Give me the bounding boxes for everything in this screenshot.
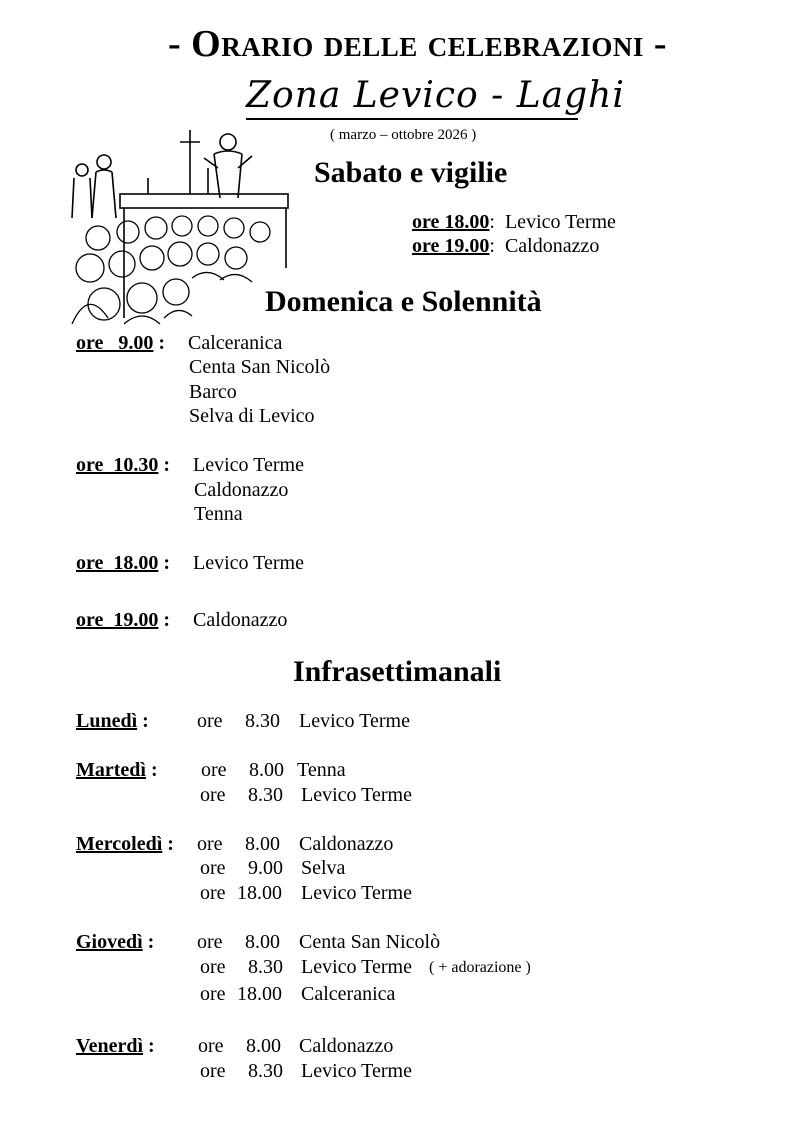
separator: : bbox=[158, 332, 166, 354]
saturday-row bbox=[412, 235, 599, 258]
time-label: ore 18.00 bbox=[76, 552, 159, 574]
time-label: ore 10.30 bbox=[76, 454, 159, 476]
separator: : bbox=[148, 1035, 155, 1057]
separator: : bbox=[489, 211, 495, 233]
mass-place: Levico Terme bbox=[299, 710, 410, 732]
mass-time: 8.30 bbox=[245, 710, 280, 732]
saturday-row bbox=[412, 211, 616, 234]
sunday-heading: Domenica e Solennità bbox=[265, 285, 542, 318]
ore-label: ore bbox=[200, 1060, 226, 1082]
sunday-place: Centa San Nicolò bbox=[189, 356, 331, 378]
mass-place: Centa San Nicolò bbox=[299, 931, 441, 953]
separator: : bbox=[147, 931, 155, 953]
ore-label: ore bbox=[200, 857, 226, 879]
mass-time: 8.30 bbox=[248, 1060, 283, 1082]
mass-place: Calceranica bbox=[301, 983, 396, 1005]
sunday-time bbox=[76, 609, 170, 632]
mass-place: Levico Terme bbox=[301, 882, 412, 904]
day-name: Venerdì bbox=[76, 1035, 144, 1057]
mass-time: 18.00 bbox=[237, 882, 282, 904]
mass-time: 8.00 bbox=[249, 759, 284, 781]
sunday-time bbox=[76, 332, 165, 355]
mass-time: 8.30 bbox=[248, 784, 283, 806]
ore-label: ore bbox=[200, 956, 226, 978]
mass-time: 8.00 bbox=[246, 1035, 281, 1057]
ore-label: ore bbox=[200, 784, 226, 806]
separator: : bbox=[163, 454, 171, 476]
mass-time: 8.00 bbox=[245, 833, 280, 855]
mass-time: 8.30 bbox=[248, 956, 283, 978]
sunday-time bbox=[76, 552, 170, 575]
time-label: ore 9.00 bbox=[76, 332, 154, 354]
mass-place: Tenna bbox=[297, 759, 346, 781]
ore-label: ore bbox=[197, 833, 223, 855]
separator: : bbox=[163, 609, 171, 631]
sunday-place: Calceranica bbox=[188, 332, 283, 354]
ore-label: ore bbox=[201, 759, 227, 781]
mass-place: Levico Terme bbox=[301, 1060, 412, 1082]
page-title: - Orario delle celebrazioni - bbox=[168, 23, 667, 65]
adoration-note: ( + adorazione ) bbox=[429, 959, 531, 976]
saturday-place: Levico Terme bbox=[504, 211, 616, 233]
separator: : bbox=[489, 235, 495, 257]
day-name: Martedì bbox=[76, 759, 146, 781]
period-note: ( marzo – ottobre 2026 ) bbox=[330, 127, 477, 143]
time-label: ore 19.00 bbox=[76, 609, 159, 631]
saturday-time: ore 18.00 bbox=[412, 211, 490, 233]
weekday-label bbox=[76, 931, 154, 954]
ore-label: ore bbox=[197, 931, 223, 953]
sunday-place: Selva di Levico bbox=[189, 405, 315, 427]
mass-time: 18.00 bbox=[237, 983, 282, 1005]
separator: : bbox=[163, 552, 171, 574]
sunday-place: Caldonazzo bbox=[193, 609, 288, 631]
sunday-place: Caldonazzo bbox=[194, 479, 289, 501]
sunday-place: Tenna bbox=[194, 503, 243, 525]
mass-time: 9.00 bbox=[248, 857, 283, 879]
sunday-place: Levico Terme bbox=[193, 454, 304, 476]
day-name: Lunedì bbox=[76, 710, 138, 732]
mass-congregation-illustration bbox=[68, 128, 296, 328]
mass-place: Selva bbox=[301, 857, 346, 879]
day-name: Giovedì bbox=[76, 931, 143, 953]
sunday-place: Barco bbox=[189, 381, 237, 403]
mass-place: Levico Terme bbox=[301, 784, 412, 806]
ore-label: ore bbox=[200, 882, 226, 904]
day-name: Mercoledì bbox=[76, 833, 163, 855]
sunday-time bbox=[76, 454, 170, 477]
saturday-time: ore 19.00 bbox=[412, 235, 490, 257]
ore-label: ore bbox=[198, 1035, 224, 1057]
separator: : bbox=[167, 833, 174, 855]
mass-place: Caldonazzo bbox=[299, 833, 394, 855]
zone-subtitle: Zona Levico - Laghi bbox=[246, 74, 578, 120]
weekday-heading: Infrasettimanali bbox=[293, 655, 502, 688]
mass-place: Levico Terme bbox=[301, 956, 412, 978]
sunday-place: Levico Terme bbox=[193, 552, 304, 574]
weekday-label bbox=[76, 710, 149, 733]
weekday-label bbox=[76, 759, 158, 782]
weekday-label bbox=[76, 833, 174, 856]
ore-label: ore bbox=[197, 710, 223, 732]
separator: : bbox=[142, 710, 149, 732]
mass-time: 8.00 bbox=[245, 931, 280, 953]
separator: : bbox=[150, 759, 158, 781]
mass-place: Caldonazzo bbox=[299, 1035, 394, 1057]
saturday-heading: Sabato e vigilie bbox=[314, 156, 508, 189]
ore-label: ore bbox=[200, 983, 226, 1005]
weekday-label bbox=[76, 1035, 155, 1058]
saturday-place: Caldonazzo bbox=[504, 235, 600, 257]
